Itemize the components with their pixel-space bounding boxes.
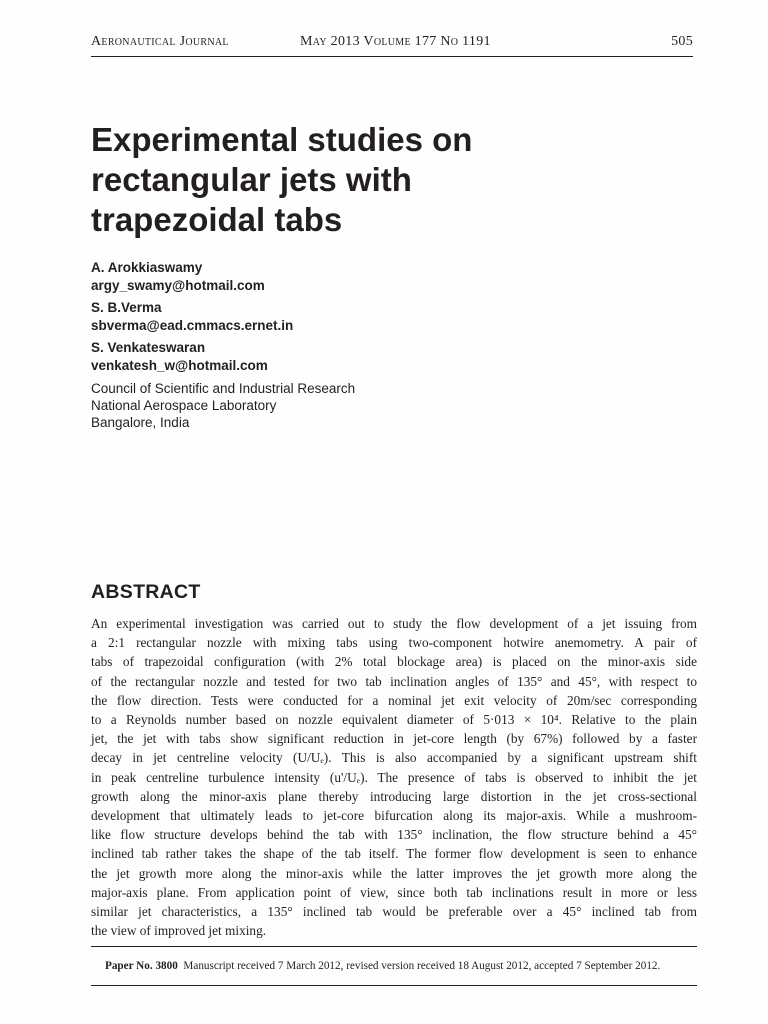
abstract-line: a 2:1 rectangular nozzle with mixing tabs using two-component hotwire anemometry. A pair of: [91, 635, 697, 651]
abstract-line: inclined tab rather takes the shape of the tab itself. The former flow development is seen to enhance: [91, 846, 697, 862]
abstract-line: An experimental investigation was carried out to study the flow development of a jet issuing from: [91, 616, 697, 631]
journal-name: Aeronautical Journal: [91, 34, 229, 49]
author-entry: [91, 339, 293, 375]
author-email: sbverma@ead.cmmacs.ernet.in: [91, 318, 294, 333]
footer-rule: [91, 985, 697, 986]
footer-rule: [91, 946, 697, 947]
title-line: rectangular jets with: [91, 161, 412, 198]
author-list: [91, 259, 293, 379]
abstract-line: in peak centreline turbulence intensity (u'/Uₑ). The presence of tabs is observed to inhibit the jet: [91, 769, 697, 785]
affiliation-line: National Aerospace Laboratory: [91, 398, 277, 413]
author-entry: [91, 299, 293, 335]
abstract-line: the view of improved jet mixing.: [91, 923, 267, 939]
issue-info: May 2013 Volume 177 No 1191: [300, 34, 491, 49]
author-name: S. B.Verma: [91, 300, 162, 315]
abstract-line: tabs of trapezoidal configuration (with 2% total blockage area) is placed on the minor-axis side: [91, 654, 697, 670]
abstract-line: the flow direction. Tests were conducted for a nominal jet exit velocity of 20m/sec corresponding: [91, 692, 697, 708]
abstract-line: major-axis plane. From application point of view, since both tab inclinations result in more or less: [91, 884, 697, 900]
affiliation-line: Bangalore, India: [91, 415, 190, 430]
running-head: [91, 34, 693, 54]
abstract-line: decay in jet centreline velocity (U/Uₑ). This is also accompanied by a significant upstream shift: [91, 750, 697, 766]
abstract-line: development that ultimately leads to jet-core bifurcation along its major-axis. While a mushroom-: [91, 808, 697, 824]
title-line: Experimental studies on: [91, 121, 473, 158]
paper-note: [105, 960, 660, 972]
manuscript-dates: Manuscript received 7 March 2012, revised version received 18 August 2012, accepted 7 September 2012.: [183, 960, 661, 972]
page-number: 505: [671, 34, 693, 49]
abstract-line: like flow structure develops behind the tab with 135° inclination, the flow structure behind a 45°: [91, 827, 697, 843]
author-name: S. Venkateswaran: [91, 340, 206, 355]
abstract-body: [91, 614, 697, 940]
author-name: A. Arokkiaswamy: [91, 260, 203, 275]
affiliation-line: Council of Scientific and Industrial Research: [91, 381, 356, 396]
paper-title: [91, 120, 611, 240]
abstract-line: jet, the jet with tabs show significant reduction in jet-core length (by 67%) followed by a faster: [91, 731, 697, 747]
header-rule: [91, 56, 693, 57]
author-email: venkatesh_w@hotmail.com: [91, 358, 268, 373]
abstract-line: of the rectangular nozzle and tested for two tab inclination angles of 135° and 45°, with respect to: [91, 673, 697, 689]
affiliation: [91, 380, 355, 431]
abstract-line: growth along the minor-axis plane thereby introducing large distortion in the jet cross-sectional: [91, 788, 697, 804]
abstract-line: to a Reynolds number based on nozzle equivalent diameter of 5·013 × 10⁴. Relative to the plain: [91, 712, 697, 728]
abstract-line: the jet growth more along the minor-axis while the latter improves the jet growth more along the: [91, 865, 697, 881]
abstract-line: similar jet characteristics, a 135° inclined tab would be preferable over a 45° inclined tab from: [91, 904, 697, 920]
abstract-heading: ABSTRACT: [91, 581, 201, 603]
author-email: argy_swamy@hotmail.com: [91, 278, 265, 293]
author-entry: [91, 259, 293, 295]
paper-number: Paper No. 3800: [105, 960, 178, 972]
title-line: trapezoidal tabs: [91, 201, 343, 238]
